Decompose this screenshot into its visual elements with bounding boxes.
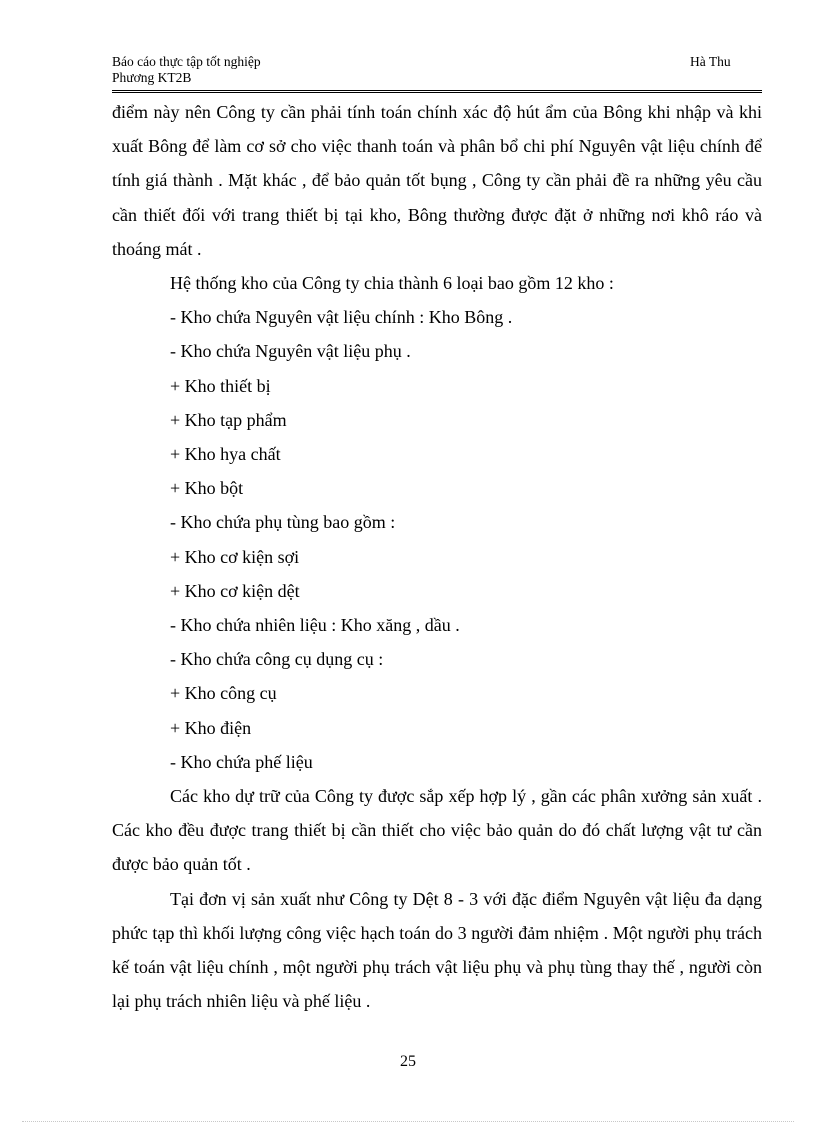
list-item: - Kho chứa phế liệu [170,751,313,772]
list-item: + Kho thiết bị [170,375,271,396]
list-item: + Kho hya chất [170,444,281,465]
header-author-class: Phương KT2B [112,70,192,85]
list-item: - Kho chứa công cụ dụng cụ : [170,649,384,670]
paragraph-1: điểm này nên Công ty cần phải tính toán chính xác độ hút ẩm của Bông khi nhập và khi xuất Bông để làm cơ sở cho việc thanh toán và phân bổ chi phí Nguyên vật liệu chính để tính giá thành . Mặt khác , để bảo quản tốt bụng , Công ty cần phải đề ra những yêu cầu cần thiết đối với trang thiết bị tại kho, Bông thường được đặt ở những nơi khô ráo và thoáng mát . [112,102,762,259]
paragraph-2: Hệ thống kho của Công ty chia thành 6 loại bao gồm 12 kho : [170,273,614,294]
list-item: + Kho tạp phẩm [170,409,287,430]
list-item: + Kho bột [170,478,244,499]
paragraph-4: Tại đơn vị sản xuất như Công ty Dệt 8 - 3 với đặc điểm Nguyên vật liệu đa dạng phức tạp thì khối lượng công việc hạch toán do 3 người đảm nhiệm . Một người phụ trách kế toán vật liệu chính , một người phụ trách vật liệu phụ và phụ tùng thay thế , người còn lại phụ trách nhiên liệu và phế liệu . [112,888,762,1012]
list-item: + Kho cơ kiện dệt [170,580,300,601]
header-author-name: Hà Thu [690,54,731,69]
page-header [112,54,762,93]
list-item: + Kho cơ kiện sợi [170,546,300,567]
list-item: - Kho chứa Nguyên vật liệu chính : Kho Bông . [170,307,513,328]
page-number: 25 [400,1053,416,1070]
list-item: + Kho công cụ [170,683,277,704]
list-item: - Kho chứa phụ tùng bao gồm : [170,512,396,533]
page-body [112,95,762,1018]
header-report-title: Báo cáo thực tập tốt nghiệp [112,54,261,69]
footer-divider [22,1121,794,1122]
header-left [112,54,261,86]
list-item: - Kho chứa nhiên liệu : Kho xăng , dầu . [170,615,460,636]
paragraph-3: Các kho dự trữ của Công ty được sắp xếp hợp lý , gần các phân xưởng sản xuất . Các kho đều được trang thiết bị cần thiết cho việc bảo quản do đó chất lượng vật tư cần được bảo quản tốt . [112,786,762,875]
warehouse-list [112,300,762,779]
list-item: + Kho điện [170,717,252,738]
list-item: - Kho chứa Nguyên vật liệu phụ . [170,341,411,362]
